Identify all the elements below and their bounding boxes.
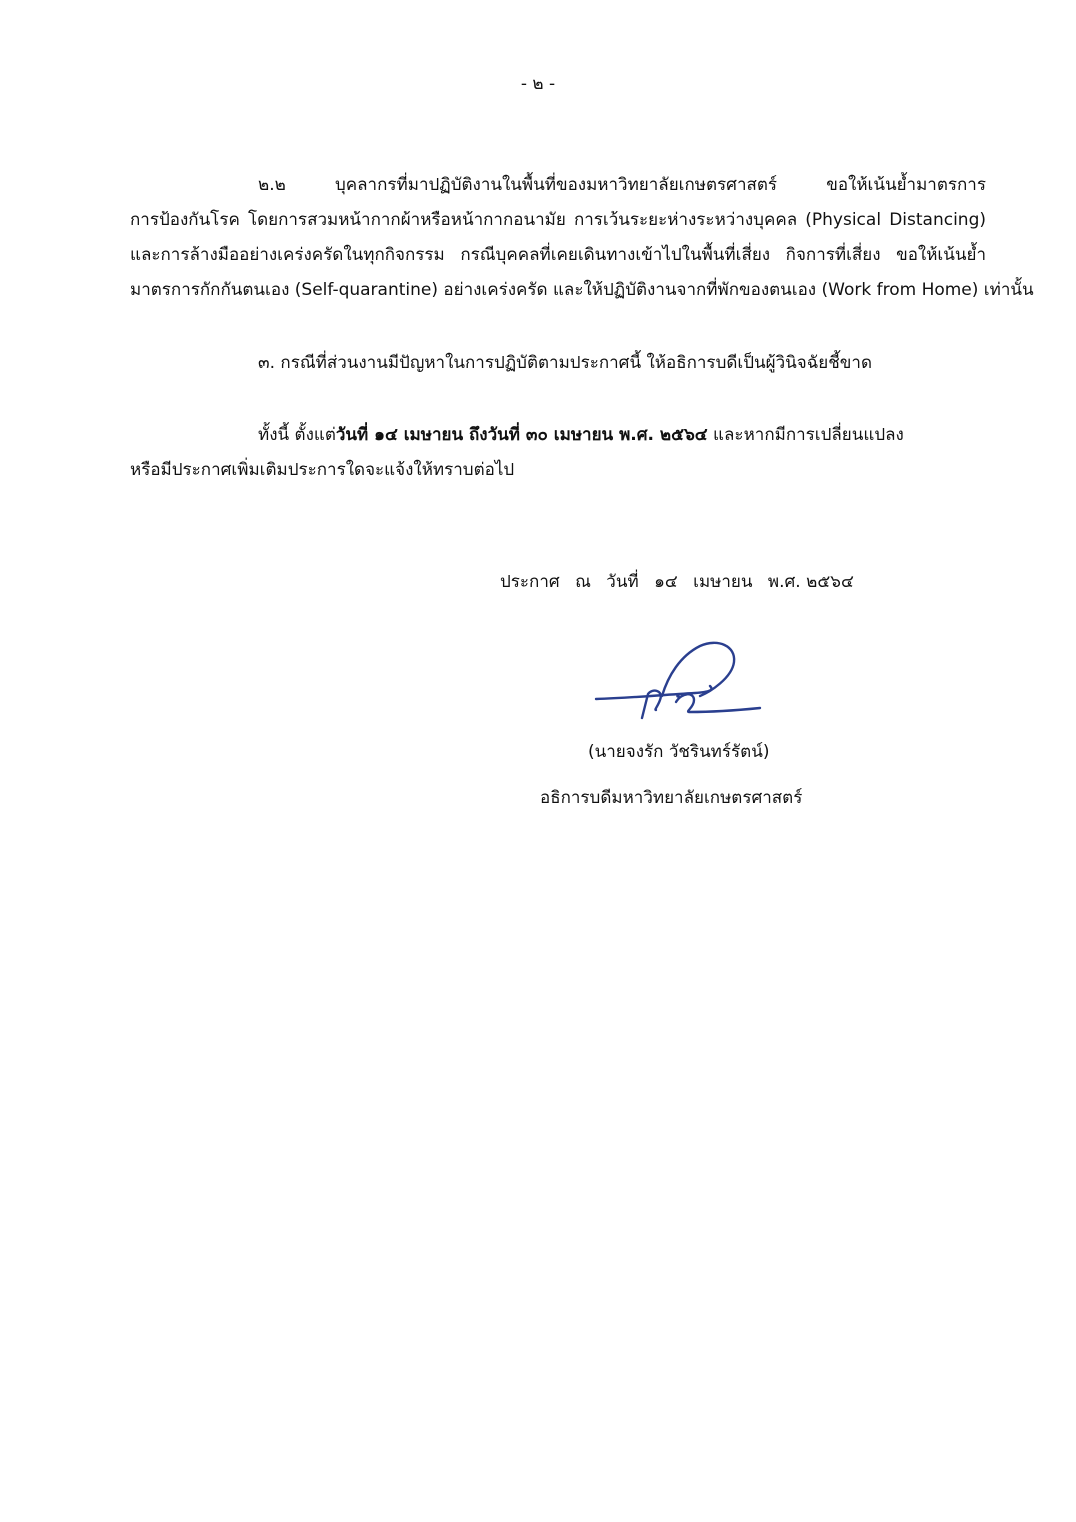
- closing-line-1: [130, 418, 986, 453]
- announcement-date-word: วันที่: [606, 572, 639, 592]
- paragraph-line: การป้องกันโรค โดยการสวมหน้ากากผ้าหรือหน้ากากอนามัย การเว้นระยะห่างระหว่างบุคคล (Physical Distancing): [130, 210, 986, 230]
- signer-name: (นายจงรัก วัชรินทร์รัตน์): [588, 742, 770, 762]
- closing-line-2: หรือมีประกาศเพิ่มเติมประการใดจะแจ้งให้ทราบต่อไป: [130, 460, 515, 480]
- closing-date-range: วันที่ ๑๔ เมษายน ถึงวันที่ ๓๐ เมษายน พ.ศ. ๒๕๖๔: [335, 425, 708, 445]
- closing-prefix: ทั้งนี้ ตั้งแต่: [258, 425, 336, 445]
- announcement-month: เมษายน: [693, 572, 753, 592]
- closing-suffix: และหากมีการเปลี่ยนแปลง: [707, 425, 904, 445]
- signer-title: อธิการบดีมหาวิทยาลัยเกษตรศาสตร์: [540, 788, 803, 808]
- paragraph-3: [130, 346, 986, 381]
- signature-image: [590, 636, 770, 726]
- announcement-label: ประกาศ: [500, 572, 560, 592]
- paragraph-2-2: [130, 168, 1034, 308]
- paragraph-line: ๒.๒ บุคลากรที่มาปฏิบัติงานในพื้นที่ของมหาวิทยาลัยเกษตรศาสตร์ ขอให้เน้นย้ำมาตรการ: [258, 175, 986, 195]
- announcement-year: พ.ศ. ๒๕๖๔: [767, 572, 854, 592]
- announcement-at: ณ: [575, 572, 591, 592]
- paragraph-line: ๓. กรณีที่ส่วนงานมีปัญหาในการปฏิบัติตามประกาศนี้ ให้อธิการบดีเป็นผู้วินิจฉัยชี้ขาด: [258, 353, 872, 373]
- closing-paragraph: [130, 418, 986, 488]
- page-number: - ๒ -: [520, 74, 556, 94]
- paragraph-line: มาตรการกักกันตนเอง (Self-quarantine) อย่างเคร่งครัด และให้ปฏิบัติงานจากที่พักของตนเอง (Work from Home) เท่านั้น: [130, 280, 1034, 300]
- announcement-date: [500, 568, 864, 595]
- paragraph-line: และการล้างมืออย่างเคร่งครัดในทุกกิจกรรม กรณีบุคคลที่เคยเดินทางเข้าไปในพื้นที่เสี่ยง กิจการที่เสี่ยง ขอให้เน้นย้ำ: [130, 245, 986, 265]
- announcement-day: ๑๔: [654, 572, 678, 592]
